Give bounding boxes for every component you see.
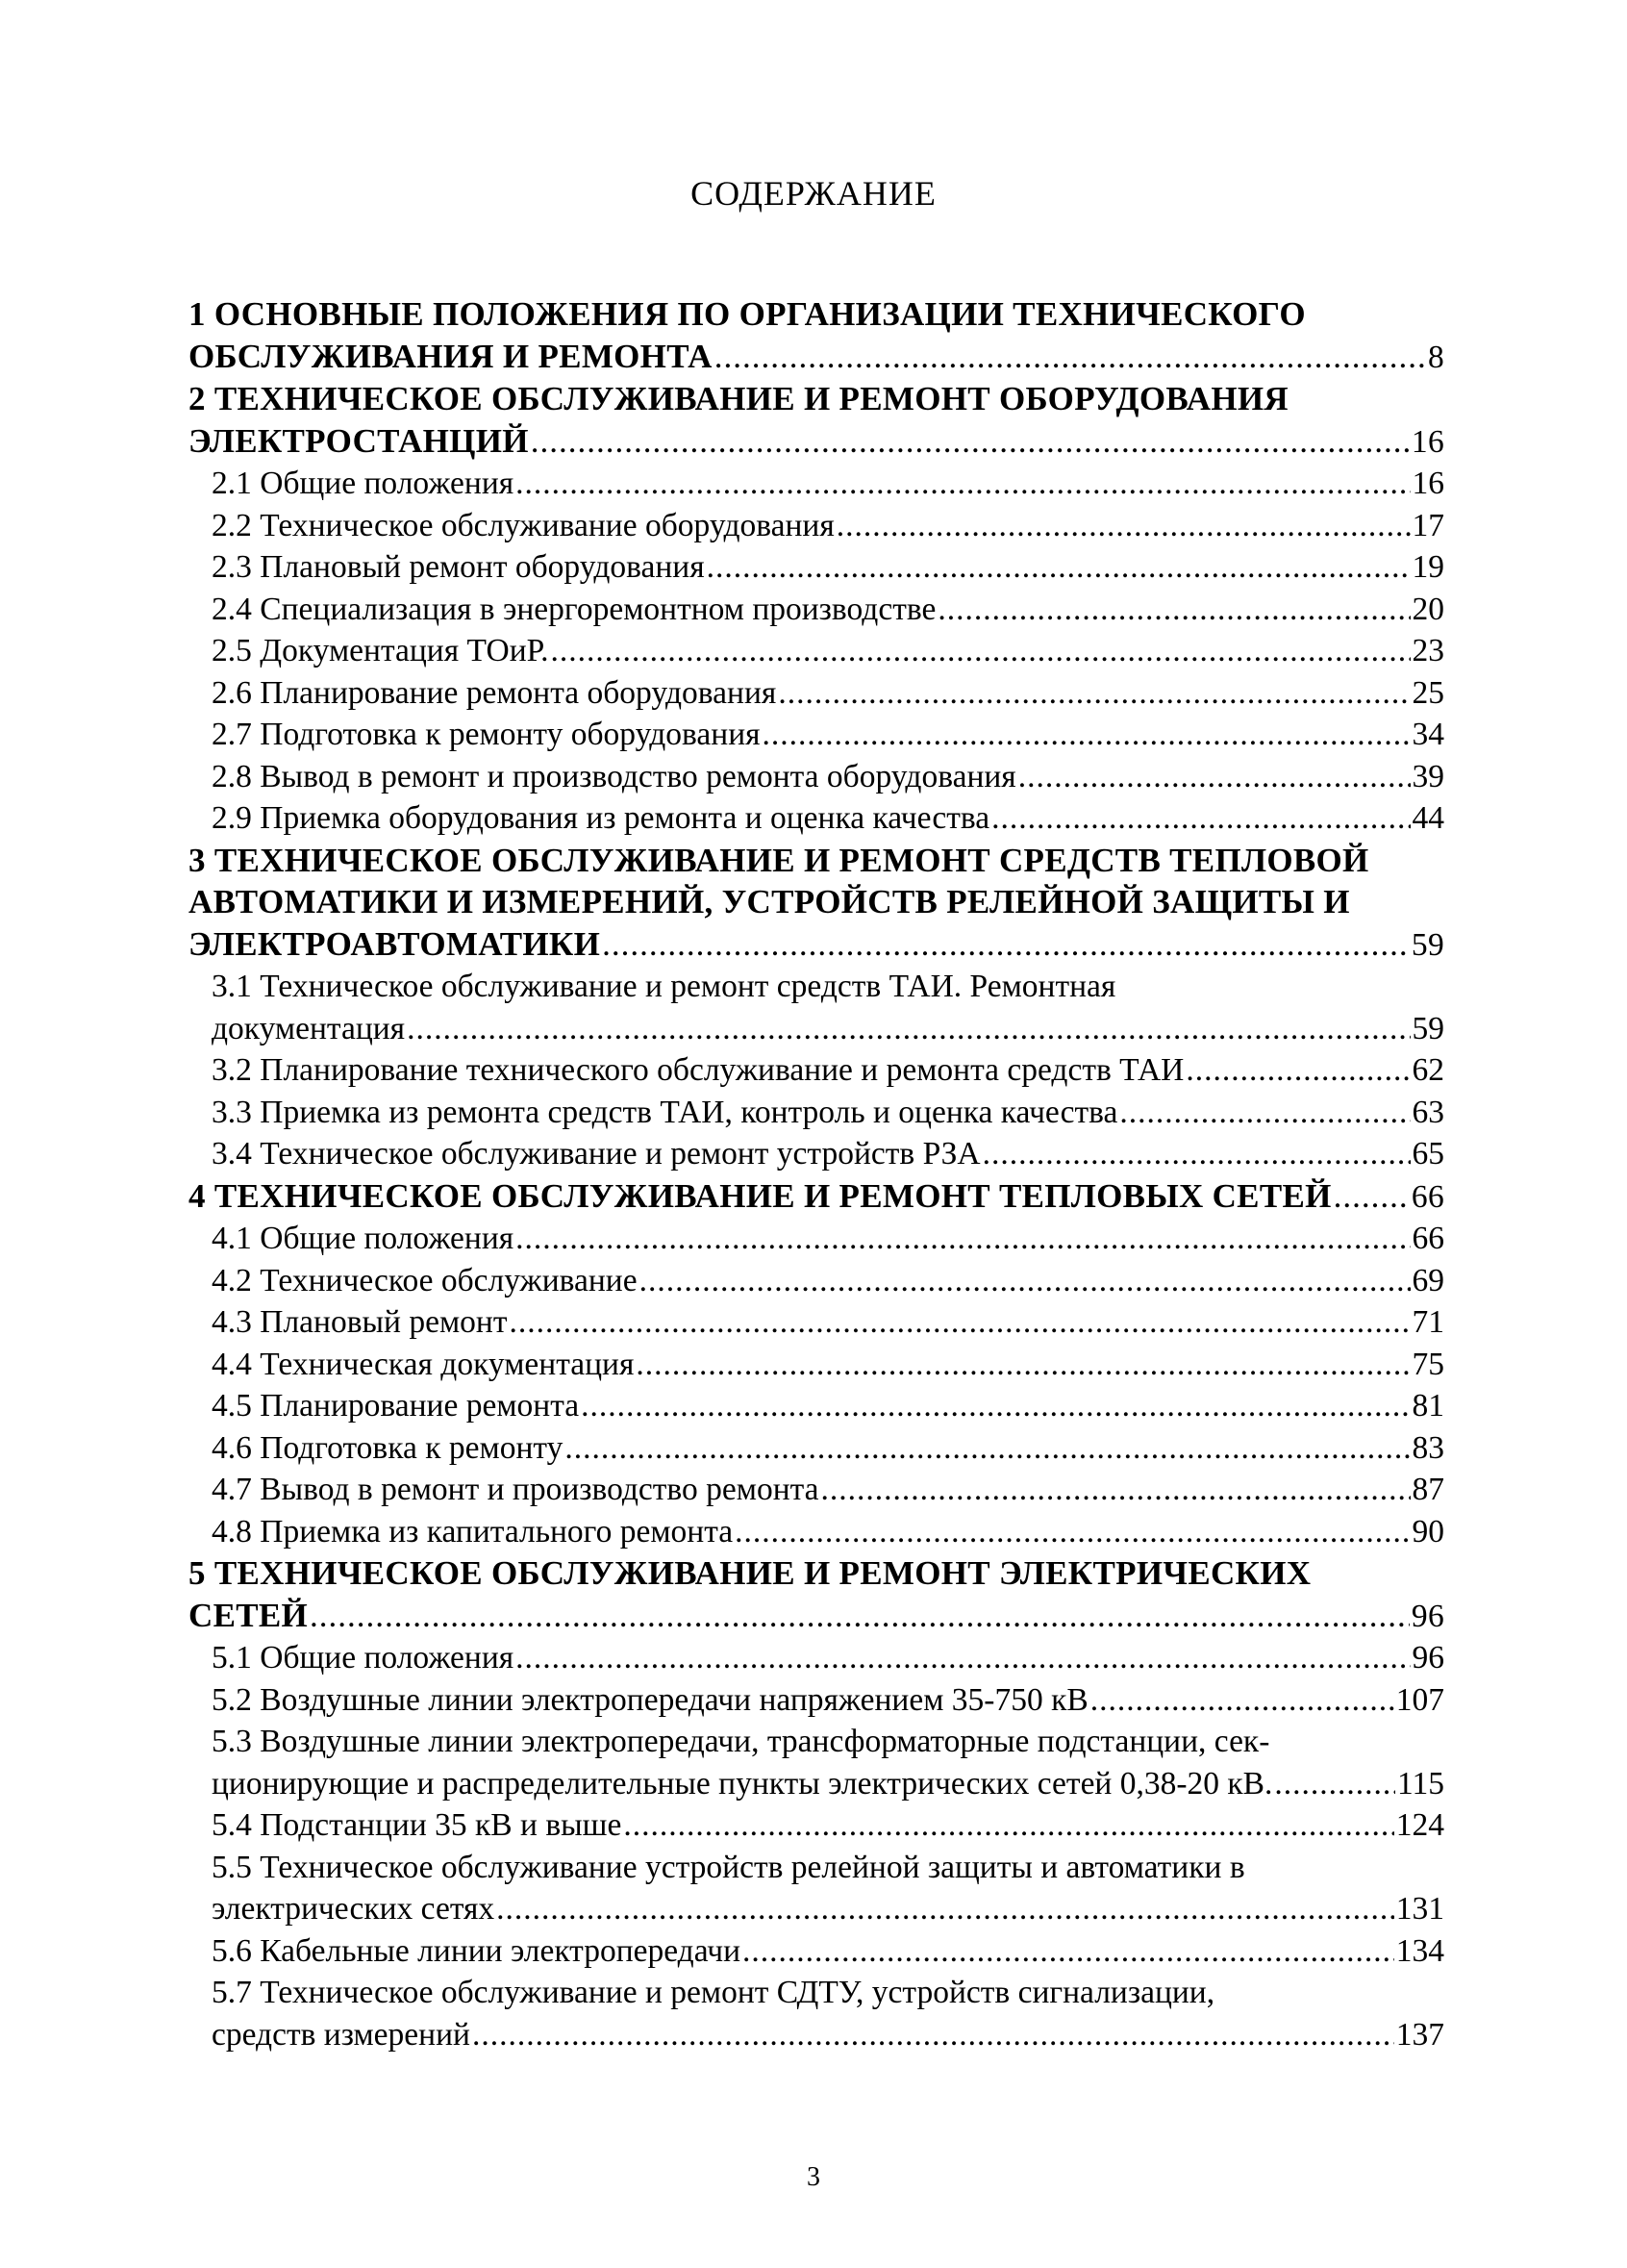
toc-entry-line	[212, 1385, 1444, 1427]
toc-dot-leader	[938, 589, 1410, 631]
toc-subsection-entry[interactable]	[188, 1679, 1444, 1722]
toc-entry-line	[212, 463, 1444, 505]
toc-entry-title-lead: 3 ТЕХНИЧЕСКОЕ ОБСЛУЖИВАНИЕ И РЕМОНТ СРЕДСТВ ТЕПЛОВОЙ АВТОМАТИКИ И ИЗМЕРЕНИЙ, УСТРОЙСТВ РЕЛЕЙНОЙ ЗАЩИТЫ И	[188, 841, 1369, 920]
toc-dot-leader	[407, 1008, 1410, 1050]
toc-entry-title-lead: 5.7 Техническое обслуживание и ремонт СДТУ, устройств сигнализации,	[212, 1975, 1215, 2010]
toc-entry-line	[212, 797, 1444, 840]
toc-subsection-entry[interactable]	[188, 1930, 1444, 1973]
toc-page-number: 34	[1412, 717, 1444, 752]
toc-dot-leader	[1334, 1175, 1410, 1218]
toc-entry-line	[212, 1888, 1444, 1930]
toc-page-number: 134	[1395, 1932, 1444, 1969]
toc-entry-line	[212, 1679, 1444, 1722]
toc-entry-line	[212, 589, 1444, 631]
toc-dot-leader	[639, 1260, 1411, 1302]
toc-dot-leader	[509, 1301, 1410, 1344]
toc-entry-line	[212, 2014, 1444, 2056]
toc-dot-leader	[531, 420, 1410, 463]
toc-entry-title: электрических сетях	[212, 1891, 495, 1927]
toc-dot-leader	[1018, 756, 1411, 798]
toc-entry-line	[212, 1930, 1444, 1973]
toc-subsection-entry[interactable]	[188, 1721, 1444, 1804]
toc-dot-leader	[564, 1427, 1410, 1470]
toc-page-number: 137	[1395, 2016, 1444, 2053]
toc-entry-title: 2.6 Планирование ремонта оборудования	[212, 674, 777, 711]
toc-subsection-entry[interactable]	[188, 1847, 1444, 1930]
toc-entry-line	[212, 1804, 1444, 1847]
toc-subsection-entry[interactable]	[188, 1469, 1444, 1511]
toc-dot-leader	[707, 546, 1411, 589]
toc-entry-title: 5.2 Воздушные линии электропередачи напряжением 35-750 кВ	[212, 1681, 1089, 1718]
toc-subsection-entry[interactable]	[188, 1385, 1444, 1427]
toc-entry-line	[212, 714, 1444, 756]
toc-dot-leader	[1274, 1763, 1395, 1805]
toc-dot-leader	[821, 1469, 1411, 1511]
toc-page-number: 69	[1412, 1262, 1444, 1298]
page-number: 3	[807, 2162, 820, 2192]
toc-entry-title-lead: 5 ТЕХНИЧЕСКОЕ ОБСЛУЖИВАНИЕ И РЕМОНТ ЭЛЕКТРИЧЕСКИХ	[188, 1554, 1312, 1592]
toc-entry-line	[212, 1008, 1444, 1050]
toc-dot-leader	[1119, 1092, 1410, 1134]
toc-entry-line	[212, 1763, 1444, 1805]
toc-entry-line	[188, 1175, 1444, 1219]
toc-entry-title: 2.3 Плановый ремонт оборудования	[212, 549, 705, 585]
toc-entry-title: 2.8 Вывод в ремонт и производство ремонта оборудования	[212, 758, 1016, 794]
toc-entry-title-lead: 5.5 Техническое обслуживание устройств релейной защиты и автоматики в	[212, 1849, 1245, 1885]
toc-page-number: 16	[1411, 423, 1444, 460]
toc-entry-title: 4.4 Техническая документация	[212, 1346, 635, 1382]
toc-page-number: 83	[1412, 1429, 1444, 1466]
toc-entry-title: 5.1 Общие положения	[212, 1640, 514, 1676]
toc-dot-leader	[983, 1133, 1411, 1175]
toc-entry-title: ЭЛЕКТРОСТАНЦИЙ	[188, 421, 529, 460]
toc-entry-line	[212, 630, 1444, 672]
toc-entry-title: ОБСЛУЖИВАНИЯ И РЕМОНТА	[188, 337, 713, 375]
toc-entry-title: 2.2 Техническое обслуживание оборудования	[212, 507, 835, 543]
toc-page-number: 81	[1412, 1388, 1444, 1424]
toc-page-number: 59	[1412, 1010, 1444, 1046]
toc-page-number: 20	[1412, 591, 1444, 627]
toc-entry-title: 4 ТЕХНИЧЕСКОЕ ОБСЛУЖИВАНИЕ И РЕМОНТ ТЕПЛОВЫХ СЕТЕЙ	[188, 1176, 1332, 1215]
toc-entry-title-lead: 1 ОСНОВНЫЕ ПОЛОЖЕНИЯ ПО ОРГАНИЗАЦИИ ТЕХНИЧЕСКОГО	[188, 295, 1306, 333]
toc-dot-leader	[837, 505, 1411, 547]
toc-subsection-entry[interactable]	[188, 966, 1444, 1049]
toc-dot-leader	[472, 2014, 1394, 2056]
toc-dot-leader	[636, 1344, 1410, 1386]
table-of-contents	[188, 293, 1444, 2055]
toc-entry-line	[212, 1637, 1444, 1679]
toc-entry-line	[212, 1260, 1444, 1302]
toc-entry-line	[212, 1344, 1444, 1386]
toc-page-number: 131	[1395, 1891, 1444, 1927]
toc-subsection-entry[interactable]	[188, 1133, 1444, 1175]
toc-entry-title: СЕТЕЙ	[188, 1596, 309, 1634]
toc-dot-leader	[515, 463, 1410, 505]
toc-entry-title: ЭЛЕКТРОАВТОМАТИКИ	[188, 924, 601, 963]
toc-subsection-entry[interactable]	[188, 463, 1444, 505]
toc-subsection-entry[interactable]	[188, 1637, 1444, 1679]
toc-dot-leader	[742, 1930, 1394, 1973]
toc-page-number: 8	[1427, 339, 1444, 375]
toc-dot-leader	[1090, 1679, 1394, 1722]
toc-page-number: 16	[1412, 466, 1444, 501]
toc-entry-title: 3.3 Приемка из ремонта средств ТАИ, контроль и оценка качества	[212, 1094, 1118, 1130]
toc-dot-leader	[581, 1385, 1410, 1427]
toc-entry-line	[188, 1595, 1444, 1638]
toc-subsection-entry[interactable]	[188, 1049, 1444, 1092]
toc-entry-title: 4.2 Техническое обслуживание	[212, 1262, 638, 1298]
toc-subsection-entry[interactable]	[188, 1511, 1444, 1553]
toc-section-entry[interactable]	[188, 840, 1444, 967]
toc-entry-title: 5.4 Подстанции 35 кВ и выше	[212, 1807, 622, 1843]
toc-entry-title: 4.8 Приемка из капитального ремонта	[212, 1513, 734, 1550]
toc-dot-leader	[714, 336, 1426, 378]
toc-entry-title: 4.7 Вывод в ремонт и производство ремонта	[212, 1472, 819, 1507]
toc-subsection-entry[interactable]	[188, 797, 1444, 840]
toc-page-number: 65	[1412, 1136, 1444, 1172]
toc-subsection-entry[interactable]	[188, 1344, 1444, 1386]
toc-subsection-entry[interactable]	[188, 714, 1444, 756]
toc-entry-title: 2.5 Документация ТОиР.	[212, 633, 549, 668]
toc-subsection-entry[interactable]	[188, 756, 1444, 798]
toc-subsection-entry[interactable]	[188, 1972, 1444, 2055]
toc-page-number: 75	[1412, 1346, 1444, 1382]
toc-page-number: 66	[1411, 1178, 1444, 1215]
toc-entry-line	[212, 1218, 1444, 1260]
toc-page-number: 96	[1412, 1640, 1444, 1676]
toc-entry-title: 3.4 Техническое обслуживание и ремонт устройств РЗА	[212, 1136, 981, 1172]
toc-entry-title: 2.1 Общие положения	[212, 466, 514, 501]
toc-dot-leader	[515, 1218, 1410, 1260]
toc-entry-title: средств измерений	[212, 2016, 470, 2053]
toc-entry-title: 5.6 Кабельные линии электропередачи	[212, 1932, 741, 1969]
toc-subsection-entry[interactable]	[188, 1301, 1444, 1344]
toc-section-entry[interactable]	[188, 1552, 1444, 1637]
toc-subsection-entry[interactable]	[188, 1804, 1444, 1847]
toc-page-number: 66	[1412, 1221, 1444, 1256]
toc-page-number: 124	[1395, 1807, 1444, 1843]
toc-page-number: 63	[1412, 1094, 1444, 1130]
toc-entry-line	[212, 1133, 1444, 1175]
toc-page-number: 115	[1396, 1765, 1444, 1802]
toc-entry-title: 4.3 Плановый ремонт	[212, 1304, 508, 1340]
toc-entry-title-lead: 2 ТЕХНИЧЕСКОЕ ОБСЛУЖИВАНИЕ И РЕМОНТ ОБОРУДОВАНИЯ	[188, 380, 1289, 417]
toc-subsection-entry[interactable]	[188, 672, 1444, 715]
toc-entry-line	[212, 546, 1444, 589]
toc-subsection-entry[interactable]	[188, 630, 1444, 672]
toc-entry-line	[188, 336, 1444, 379]
toc-dot-leader	[778, 672, 1410, 715]
toc-page-number: 44	[1412, 800, 1444, 836]
toc-page-number: 90	[1412, 1513, 1444, 1550]
toc-entry-line	[212, 505, 1444, 547]
toc-entry-title: документация	[212, 1010, 406, 1046]
toc-dot-leader	[763, 714, 1411, 756]
toc-section-entry[interactable]	[188, 1175, 1444, 1219]
toc-dot-leader	[623, 1804, 1393, 1847]
toc-subsection-entry[interactable]	[188, 589, 1444, 631]
toc-page-number: 39	[1412, 758, 1444, 794]
toc-page-number: 87	[1412, 1472, 1444, 1507]
toc-subsection-entry[interactable]	[188, 546, 1444, 589]
toc-entry-title: 3.2 Планирование технического обслуживание и ремонта средств ТАИ	[212, 1052, 1185, 1088]
toc-entry-line	[212, 1049, 1444, 1092]
toc-entry-title: 4.1 Общие положения	[212, 1221, 514, 1256]
toc-dot-leader	[1186, 1049, 1410, 1092]
toc-dot-leader	[496, 1888, 1394, 1930]
toc-subsection-entry[interactable]	[188, 1427, 1444, 1470]
toc-entry-line	[188, 923, 1444, 967]
toc-dot-leader	[735, 1511, 1410, 1553]
toc-entry-title: 2.4 Специализация в энергоремонтном производстве	[212, 591, 937, 627]
toc-entry-line	[212, 756, 1444, 798]
toc-page-number: 71	[1412, 1304, 1444, 1340]
toc-page-number: 23	[1412, 633, 1444, 668]
toc-entry-title-lead: 5.3 Воздушные линии электропередачи, трансформаторные подстанции, сек-	[212, 1724, 1270, 1759]
toc-page-number: 59	[1411, 926, 1444, 963]
toc-page-number: 19	[1412, 549, 1444, 585]
toc-page-number: 96	[1411, 1598, 1444, 1634]
toc-entry-title: 4.6 Подготовка к ремонту	[212, 1429, 563, 1466]
toc-subsection-entry[interactable]	[188, 505, 1444, 547]
toc-page-number: 62	[1412, 1052, 1444, 1088]
toc-subsection-entry[interactable]	[188, 1260, 1444, 1302]
toc-page-number: 107	[1395, 1681, 1444, 1718]
toc-entry-line	[188, 420, 1444, 464]
toc-section-entry[interactable]	[188, 293, 1444, 378]
toc-dot-leader	[310, 1595, 1410, 1637]
toc-dot-leader	[550, 630, 1410, 672]
toc-subsection-entry[interactable]	[188, 1092, 1444, 1134]
toc-page-number: 25	[1412, 674, 1444, 711]
toc-entry-title: 4.5 Планирование ремонта	[212, 1388, 580, 1424]
toc-entry-line	[212, 1469, 1444, 1511]
toc-entry-line	[212, 672, 1444, 715]
toc-entry-line	[212, 1092, 1444, 1134]
toc-entry-title-lead: 3.1 Техническое обслуживание и ремонт средств ТАИ. Ремонтная	[212, 969, 1116, 1004]
toc-subsection-entry[interactable]	[188, 1218, 1444, 1260]
toc-entry-line	[212, 1301, 1444, 1344]
toc-entry-line	[212, 1427, 1444, 1470]
toc-entry-title: 2.9 Приемка оборудования из ремонта и оценка качества	[212, 800, 990, 836]
page-title: СОДЕРЖАНИЕ	[690, 174, 937, 213]
toc-dot-leader	[515, 1637, 1410, 1679]
toc-entry-line	[212, 1511, 1444, 1553]
toc-dot-leader	[991, 797, 1410, 840]
toc-entry-title: ционирующие и распределительные пункты электрических сетей 0,38-20 кВ.	[212, 1765, 1273, 1802]
toc-dot-leader	[602, 923, 1410, 966]
toc-page-number: 17	[1412, 507, 1444, 543]
toc-section-entry[interactable]	[188, 378, 1444, 463]
toc-entry-title: 2.7 Подготовка к ремонту оборудования	[212, 717, 761, 752]
